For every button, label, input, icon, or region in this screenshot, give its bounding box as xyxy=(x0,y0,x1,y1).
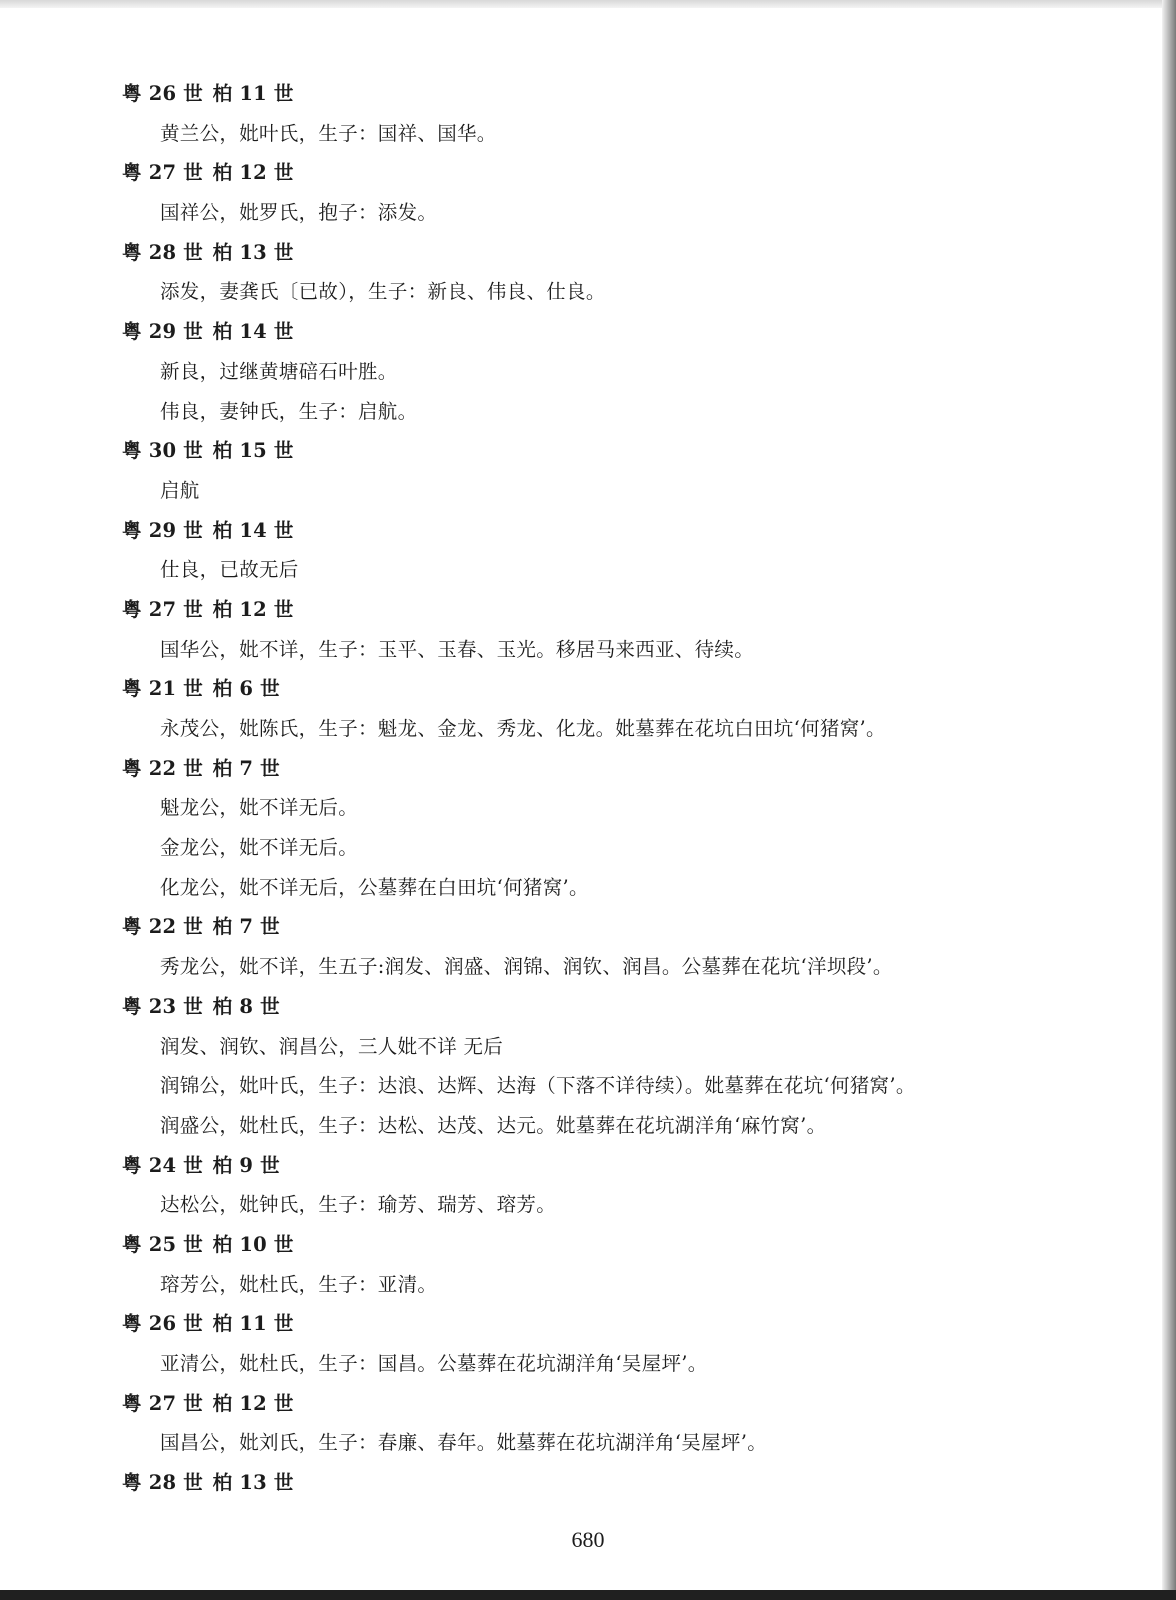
generation-heading xyxy=(0,1225,1176,1265)
bai-generation: 柏 12 世 xyxy=(212,1391,294,1415)
yue-generation: 粤 29 世 xyxy=(122,518,203,542)
genealogy-entries xyxy=(0,74,1176,1503)
yue-generation: 粤 30 世 xyxy=(122,439,203,463)
generation-heading xyxy=(0,1304,1176,1344)
bai-generation: 柏 10 世 xyxy=(212,1232,294,1256)
person-entry: 黄兰公，妣叶氏，生子：国祥、国华。 xyxy=(160,121,497,145)
person-entry: 润发、润钦、润昌公，三人妣不详 无后 xyxy=(160,1034,504,1058)
generation-heading xyxy=(0,1384,1176,1424)
person-entry: 新良，过继黄塘碚石叶胜。 xyxy=(160,359,398,383)
generation-heading xyxy=(0,431,1176,471)
bai-generation: 柏 11 世 xyxy=(212,82,294,105)
person-entry: 国祥公，妣罗氏，抱子：添发。 xyxy=(160,201,438,225)
generation-heading xyxy=(0,590,1176,630)
person-entry: 润锦公，妣叶氏，生子：达浪、达辉、达海（下落不详待续）。妣墓葬在花坑‘何猪窝’。 xyxy=(160,1074,916,1098)
yue-generation: 粤 26 世 xyxy=(122,1312,203,1336)
yue-generation: 粤 24 世 xyxy=(122,1153,203,1177)
person-entry: 仕良，已故无后 xyxy=(160,558,299,582)
bai-generation: 柏 9 世 xyxy=(212,1153,280,1177)
person-entry: 启航 xyxy=(160,478,200,502)
bai-generation: 柏 7 世 xyxy=(212,756,280,780)
generation-heading xyxy=(0,312,1176,352)
generation-heading xyxy=(0,669,1176,709)
generation-heading xyxy=(0,511,1176,551)
scan-edge-top xyxy=(0,0,1176,8)
yue-generation: 粤 27 世 xyxy=(122,597,203,621)
person-entry: 瑢芳公，妣杜氏，生子：亚清。 xyxy=(160,1272,438,1296)
person-entry: 润盛公，妣杜氏，生子：达松、达茂、达元。妣墓葬在花坑湖洋角‘麻竹窝’。 xyxy=(160,1113,827,1137)
generation-heading xyxy=(0,1146,1176,1186)
yue-generation: 粤 23 世 xyxy=(122,994,203,1018)
person-entry: 金龙公，妣不详无后。 xyxy=(160,836,359,860)
person-entry: 秀龙公，妣不详，生五子:润发、润盛、润锦、润钦、润昌。公墓葬在花坑‘洋坝段’。 xyxy=(160,955,893,979)
person-entry: 化龙公，妣不详无后，公墓葬在白田坑‘何猪窝’。 xyxy=(160,875,589,899)
bai-generation: 柏 12 世 xyxy=(212,161,294,185)
yue-generation: 粤 28 世 xyxy=(122,240,203,264)
person-entry: 添发，妻龚氏〔已故），生子：新良、伟良、仕良。 xyxy=(160,280,606,304)
yue-generation: 粤 22 世 xyxy=(122,756,203,780)
page-number: 680 xyxy=(571,1527,605,1552)
bai-generation: 柏 13 世 xyxy=(212,1471,294,1495)
person-entry: 国华公，妣不详，生子：玉平、玉春、玉光。移居马来西亚、待续。 xyxy=(160,637,755,661)
yue-generation: 粤 29 世 xyxy=(122,320,203,344)
person-entry: 达松公，妣钟氏，生子：瑜芳、瑞芳、瑢芳。 xyxy=(160,1193,557,1217)
bai-generation: 柏 8 世 xyxy=(212,994,280,1018)
generation-heading xyxy=(0,749,1176,789)
person-entry: 伟良，妻钟氏，生子：启航。 xyxy=(160,399,418,423)
generation-heading xyxy=(0,987,1176,1027)
generation-heading xyxy=(0,1463,1176,1503)
yue-generation: 粤 21 世 xyxy=(122,677,203,701)
yue-generation: 粤 22 世 xyxy=(122,915,203,939)
person-entry: 永茂公，妣陈氏，生子：魁龙、金龙、秀龙、化龙。妣墓葬在花坑白田坑‘何猪窝’。 xyxy=(160,717,886,740)
bai-generation: 柏 11 世 xyxy=(212,1312,294,1336)
yue-generation: 粤 25 世 xyxy=(122,1232,203,1256)
generation-heading xyxy=(0,907,1176,947)
yue-generation: 粤 27 世 xyxy=(122,161,203,185)
bai-generation: 柏 6 世 xyxy=(212,677,280,701)
person-entry: 国昌公，妣刘氏，生子：春廉、春年。妣墓葬在花坑湖洋角‘吴屋坪’。 xyxy=(160,1431,767,1455)
yue-generation: 粤 26 世 xyxy=(122,82,203,105)
bai-generation: 柏 14 世 xyxy=(212,518,294,542)
generation-heading xyxy=(0,233,1176,273)
scan-edge-bottom xyxy=(0,1590,1176,1600)
bai-generation: 柏 15 世 xyxy=(212,439,294,463)
bai-generation: 柏 14 世 xyxy=(212,320,294,344)
person-entry: 亚清公，妣杜氏，生子：国昌。公墓葬在花坑湖洋角‘吴屋坪’。 xyxy=(160,1352,708,1375)
bai-generation: 柏 13 世 xyxy=(212,240,294,264)
bai-generation: 柏 12 世 xyxy=(212,597,294,621)
yue-generation: 粤 27 世 xyxy=(122,1391,203,1415)
bai-generation: 柏 7 世 xyxy=(212,915,280,939)
generation-heading xyxy=(0,74,1176,114)
yue-generation: 粤 28 世 xyxy=(122,1471,203,1495)
generation-heading xyxy=(0,153,1176,193)
person-entry: 魁龙公，妣不详无后。 xyxy=(160,796,359,820)
